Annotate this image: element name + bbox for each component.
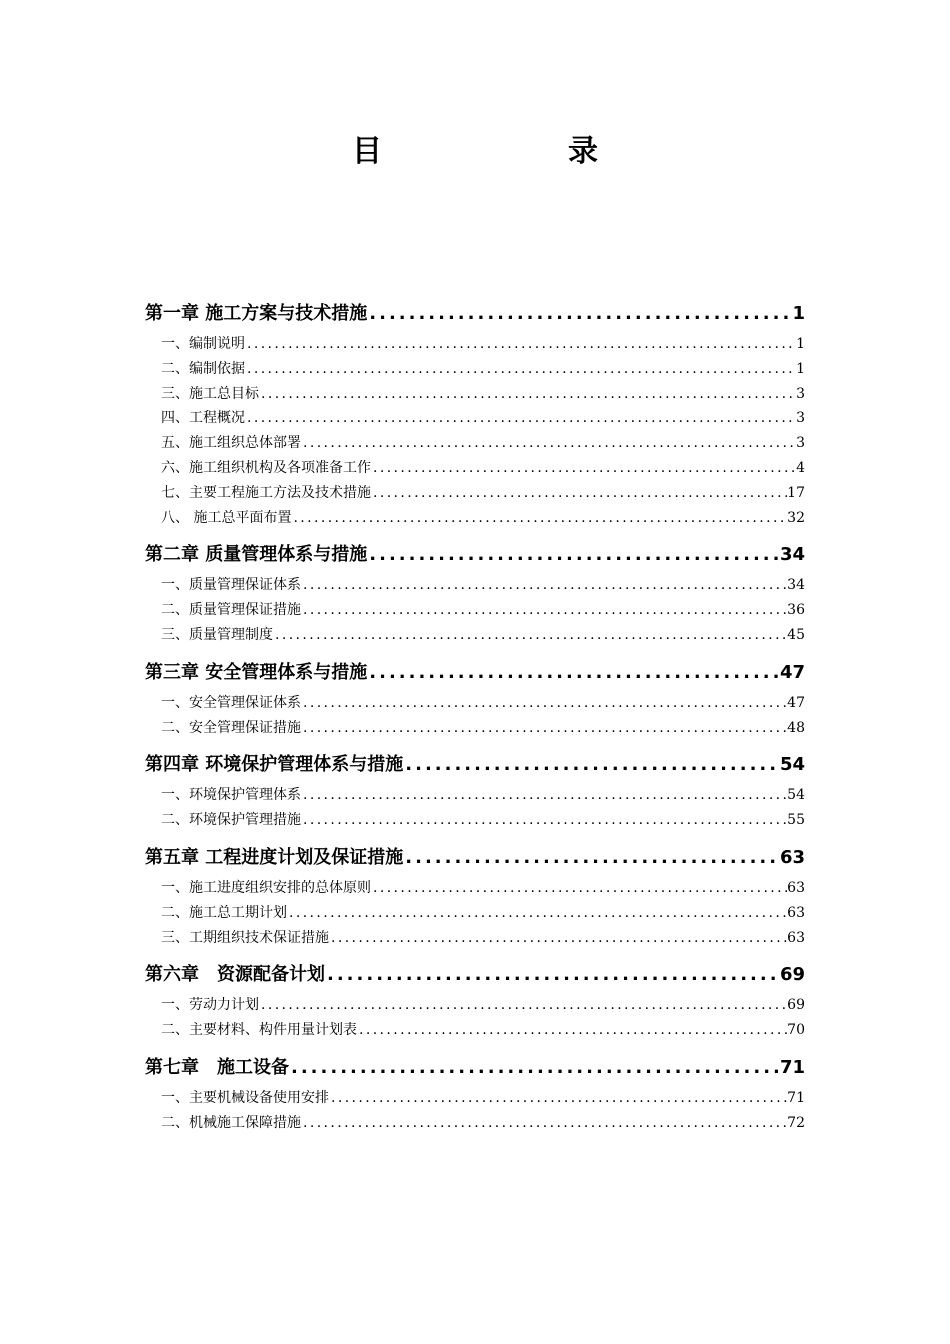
toc-section-entry[interactable]	[145, 1018, 805, 1043]
section-title: 三、施工总目标	[161, 385, 259, 402]
page-number: 3	[796, 410, 805, 427]
chapter-title: 第五章 工程进度计划及保证措施	[145, 846, 404, 868]
dot-leader	[245, 357, 796, 382]
dot-leader	[291, 506, 787, 531]
page-number: 48	[787, 719, 805, 736]
dot-leader	[301, 808, 787, 833]
toc-section-entry[interactable]	[145, 382, 805, 407]
page-number: 63	[787, 879, 805, 896]
dot-leader	[273, 623, 787, 648]
dot-leader	[367, 657, 780, 688]
dot-leader	[301, 431, 796, 456]
page-number: 4	[796, 459, 805, 476]
page-number: 69	[779, 964, 805, 986]
dot-leader	[301, 691, 787, 716]
section-title: 一、安全管理保证体系	[161, 694, 301, 711]
toc-section-entry[interactable]	[145, 993, 805, 1018]
page-number: 3	[796, 435, 805, 452]
dot-leader	[259, 382, 796, 407]
toc-section-entry[interactable]	[145, 623, 805, 648]
dot-leader	[371, 481, 787, 506]
toc-section-entry[interactable]	[145, 357, 805, 382]
section-title: 一、环境保护管理体系	[161, 787, 301, 804]
toc-section-entry[interactable]	[145, 1086, 805, 1111]
toc-chapter-entry[interactable]	[145, 1052, 805, 1083]
section-title: 四、工程概况	[161, 410, 245, 427]
chapter-title: 第四章 环境保护管理体系与措施	[145, 754, 404, 776]
toc-chapter-entry[interactable]	[145, 959, 805, 990]
section-title: 二、安全管理保证措施	[161, 719, 301, 736]
chapter-title: 第二章 质量管理体系与措施	[145, 544, 368, 566]
chapter-title: 第三章 安全管理体系与措施	[145, 661, 368, 683]
toc-section-entry[interactable]	[145, 808, 805, 833]
toc-section-entry[interactable]	[145, 1111, 805, 1136]
page-number: 3	[796, 385, 805, 402]
dot-leader	[289, 1052, 780, 1083]
page-number: 63	[787, 904, 805, 921]
section-title: 三、质量管理制度	[161, 626, 273, 643]
dot-leader	[367, 539, 780, 570]
section-title: 二、环境保护管理措施	[161, 812, 301, 829]
section-title: 一、劳动力计划	[161, 997, 259, 1014]
page-number: 1	[792, 303, 805, 324]
dot-leader	[259, 993, 787, 1018]
section-title: 六、施工组织机构及各项准备工作	[161, 459, 371, 476]
dot-leader	[403, 842, 780, 873]
section-title: 二、机械施工保障措施	[161, 1114, 301, 1131]
page-number: 17	[787, 484, 805, 501]
page-number: 32	[787, 509, 805, 526]
page-number: 71	[787, 1089, 805, 1106]
section-title: 二、施工总工期计划	[161, 904, 287, 921]
section-title: 一、主要机械设备使用安排	[161, 1089, 329, 1106]
page-number: 55	[787, 812, 805, 829]
toc-chapter-entry[interactable]	[145, 657, 805, 688]
section-title: 二、主要材料、构件用量计划表	[161, 1022, 357, 1039]
page-number: 34	[787, 577, 805, 594]
page-number: 63	[779, 846, 805, 868]
chapter-title: 第一章 施工方案与技术措施	[145, 303, 368, 324]
section-title: 八、 施工总平面布置	[161, 509, 292, 526]
section-title: 二、编制依据	[161, 360, 245, 377]
dot-leader	[367, 298, 792, 329]
toc-section-entry[interactable]	[145, 783, 805, 808]
toc-section-entry[interactable]	[145, 456, 805, 481]
page-number: 47	[787, 694, 805, 711]
dot-leader	[329, 1086, 787, 1111]
section-title: 三、工期组织技术保证措施	[161, 929, 329, 946]
dot-leader	[301, 598, 787, 623]
toc-section-entry[interactable]	[145, 506, 805, 531]
chapter-title: 第六章 资源配备计划	[145, 964, 325, 986]
toc-chapter-entry[interactable]	[145, 749, 805, 780]
page-number: 1	[796, 336, 805, 352]
toc-section-entry[interactable]	[145, 406, 805, 431]
page-number: 54	[779, 754, 805, 776]
dot-leader	[301, 1111, 787, 1136]
page-number: 1	[796, 360, 805, 377]
toc-section-entry[interactable]	[145, 573, 805, 598]
dot-leader	[371, 876, 787, 901]
page-number: 34	[779, 544, 805, 566]
page-number: 47	[779, 661, 805, 683]
page-number: 45	[787, 626, 805, 643]
dot-leader	[329, 926, 787, 951]
section-title: 七、主要工程施工方法及技术措施	[161, 484, 371, 501]
toc-section-entry[interactable]	[145, 598, 805, 623]
section-title: 一、施工进度组织安排的总体原则	[161, 879, 371, 896]
section-title: 一、编制说明	[161, 336, 245, 352]
toc-chapter-entry[interactable]	[145, 842, 805, 873]
toc-section-entry[interactable]	[145, 876, 805, 901]
toc-section-entry[interactable]	[145, 481, 805, 506]
dot-leader	[357, 1018, 787, 1043]
toc-section-entry[interactable]	[145, 691, 805, 716]
table-of-contents	[145, 298, 805, 1136]
dot-leader	[301, 783, 787, 808]
toc-section-entry[interactable]	[145, 901, 805, 926]
page-number: 70	[787, 1022, 805, 1039]
toc-chapter-entry[interactable]	[145, 298, 805, 329]
section-title: 二、质量管理保证措施	[161, 602, 301, 619]
dot-leader	[301, 716, 787, 741]
dot-leader	[325, 959, 780, 990]
toc-section-entry[interactable]	[145, 716, 805, 741]
dot-leader	[371, 456, 796, 481]
section-title: 五、施工组织总体部署	[161, 435, 301, 452]
toc-chapter-entry[interactable]	[145, 539, 805, 570]
page-number: 72	[787, 1114, 805, 1131]
page-number: 54	[787, 787, 805, 804]
page-number: 69	[787, 997, 805, 1014]
page-number: 71	[779, 1056, 805, 1078]
dot-leader	[245, 406, 796, 431]
toc-section-entry[interactable]	[145, 332, 805, 357]
page-number: 36	[787, 602, 805, 619]
page-title: 目 录	[352, 134, 676, 169]
dot-leader	[403, 749, 780, 780]
toc-section-entry[interactable]	[145, 431, 805, 456]
toc-section-entry[interactable]	[145, 926, 805, 951]
dot-leader	[301, 573, 787, 598]
chapter-title: 第七章 施工设备	[145, 1056, 289, 1078]
dot-leader	[245, 332, 796, 357]
page-number: 63	[787, 929, 805, 946]
dot-leader	[287, 901, 787, 926]
section-title: 一、质量管理保证体系	[161, 577, 301, 594]
